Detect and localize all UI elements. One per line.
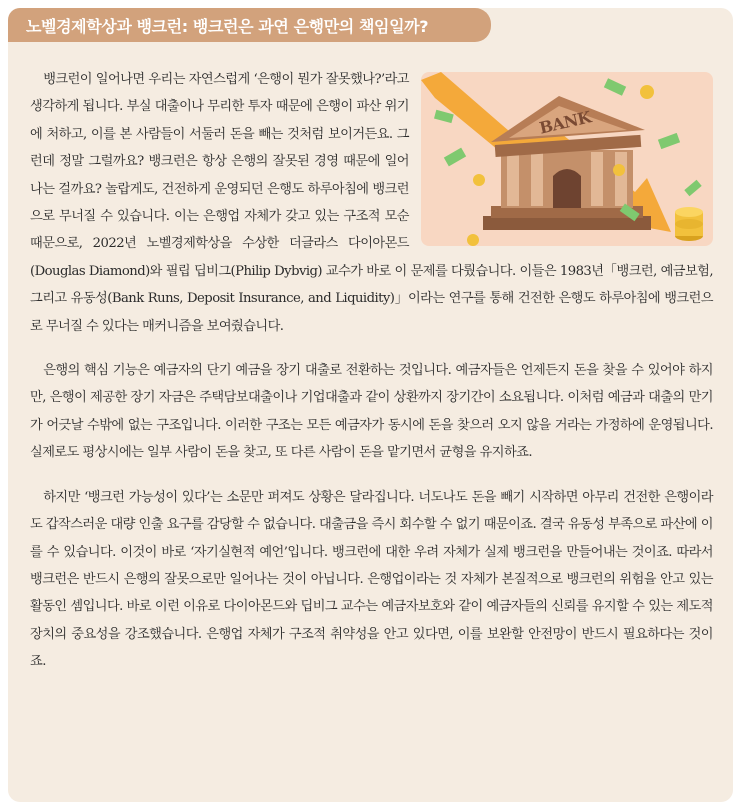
coin-stack-icon	[675, 207, 703, 241]
paragraph: 은행의 핵심 기능은 예금자의 단기 예금을 장기 대출로 전환하는 것입니다. 예금자들은 언제든지 돈을 찾을 수 있어야 하지만, 은행이 제공한 장기 자금은 주택담보대출이나 기업대출과 같이 상환까지 장기간이 소요됩니다. 이처럼 예금과 대출의 만기가 어긋날 수밖에 없는 구조입니다. 이러한 구조는 모든 예금자가 동시에 돈을 찾으러 오지 않을 거라는 가정하에 운영됩니다. 실제로도 평상시에는 일부 사람이 돈을 찾고, 또 다른 사람이 돈을 맡기면서 균형을 유지하죠.	[30, 363, 713, 461]
paragraph: 뱅크런이 일어나면 우리는 자연스럽게 ‘은행이 뭔가 잘못했나?’라고 생각하게 됩니다. 부실 대출이나 무리한 투자 때문에 은행이 파산 위기에 처하고, 이를 본 사람들이 서둘러 돈을 빼는 것처럼 보이거든요. 그런데 정말 그럴까요? 뱅크런은 항상 은행의 잘못된 경영 때문에 일어나는 걸까요? 놀랍게도, 건전하게 운영되던 은행도 하루아침에 뱅크런으로 무너질 수 있습니다. 이는 은행업 자체가 갖고 있는 구조적 모순 때문으로, 2022년 노벨경제학상을 수상한 더글라스 다이아몬드(Douglas Diamond)와 필립 딥비그(Philip Dybvig) 교수가 바로 이 문제를 다뤘습니다. 이들은 1983년「뱅크런, 예금보험, 그리고 유동성(Bank Runs, Deposit Insurance, and Liquidity)」이라는 연구를 통해 건전한 은행도 하루아침에 뱅크런으로 무너질 수 있다는 매커니즘을 보여줬습니다.	[30, 72, 713, 334]
bank-illustration-graphic	[421, 72, 713, 246]
banknote-icon	[434, 110, 454, 123]
coin-icon	[473, 174, 485, 186]
banknote-icon	[444, 148, 466, 167]
article-card	[8, 8, 733, 802]
bank-crash-illustration	[421, 72, 713, 246]
coin-icon	[467, 234, 479, 246]
banknote-icon	[604, 78, 626, 96]
article-body	[30, 66, 713, 693]
bank-sign-text: BANK	[537, 107, 593, 138]
banknote-icon	[658, 133, 680, 149]
banknote-icon	[684, 180, 701, 196]
article-title: 노벨경제학상과 뱅크런: 뱅크런은 과연 은행만의 책임일까?	[26, 17, 429, 36]
title-banner	[8, 8, 491, 42]
coin-icon	[640, 85, 654, 99]
paragraph: 하지만 ‘뱅크런 가능성이 있다’는 소문만 퍼져도 상황은 달라집니다. 너도나도 돈을 빼기 시작하면 아무리 건전한 은행이라도 갑작스러운 대량 인출 요구를 감당할 수 없습니다. 대출금을 즉시 회수할 수 없기 때문이죠. 결국 유동성 부족으로 파산에 이를 수 있습니다. 이것이 바로 ‘자기실현적 예언’입니다. 뱅크런에 대한 우려 자체가 실제 뱅크런을 만들어내는 것이죠. 따라서 뱅크런은 반드시 은행의 잘못으로만 일어나는 것이 아닙니다. 은행업이라는 것 자체가 본질적으로 뱅크런의 위험을 안고 있는 활동인 셈입니다. 바로 이런 이유로 다이아몬드와 딥비그 교수는 예금자보호와 같이 예금자들의 신뢰를 유지할 수 있는 제도적 장치의 중요성을 강조했습니다. 은행업 자체가 구조적 취약성을 안고 있다면, 이를 보완할 안전망이 반드시 필요하다는 것이죠.	[30, 489, 713, 670]
coin-icon	[613, 164, 625, 176]
